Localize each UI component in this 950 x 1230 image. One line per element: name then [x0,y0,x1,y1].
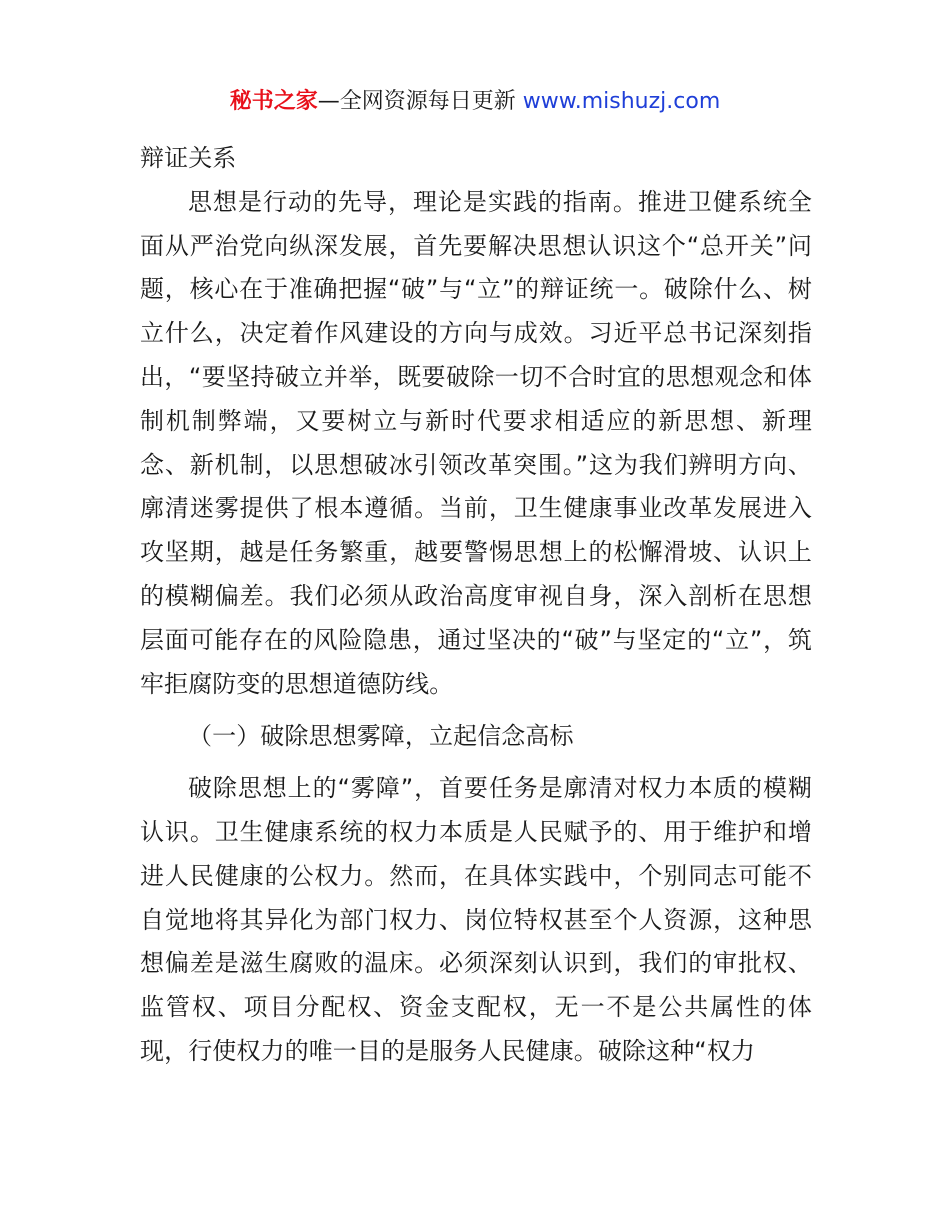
section-heading-fragment: 辩证关系 [140,144,237,172]
document-body [140,137,812,1074]
subsection-heading: （一）破除思想雾障，立起信念高标 [188,721,574,750]
page-header [0,86,950,118]
brand-name: 秘书之家 [229,89,318,114]
site-url: www.mishuzj.com [522,89,721,114]
header-tagline: —全网资源每日更新 [317,89,523,114]
paragraph-intro: 思想是行动的先导，理论是实践的指南。推进卫健系统全面从严治党向纵深发展，首先要解决思想认识这个“总开关”问题，核心在于准确把握“破”与“立”的辩证统一。破除什么、树立什么，决定着作风建设的方向与成效。习近平总书记深刻指出，“要坚持破立并举，既要破除一切不合时宜的思想观念和体制机制弊端，又要树立与新时代要求相适应的新思想、新理念、新机制，以思想破冰引领改革突围。”这为我们辨明方向、廓清迷雾提供了根本遵循。当前，卫生健康事业改革发展进入攻坚期，越是任务繁重，越要警惕思想上的松懈滑坡、认识上的模糊偏差。我们必须从政治高度审视自身，深入剖析在思想层面可能存在的风险隐患，通过坚决的“破”与坚定的“立”，筑牢拒腐防变的思想道德防线。 [140,187,812,698]
paragraph-power-essence: 破除思想上的“雾障”，首要任务是廓清对权力本质的模糊认识。卫生健康系统的权力本质是人民赋予的、用于维护和增进人民健康的公权力。然而，在具体实践中，个别同志可能不自觉地将其异化为部门权力、岗位特权甚至个人资源，这种思想偏差是滋生腐败的温床。必须深刻认识到，我们的审批权、监管权、项目分配权、资金支配权，无一不是公共属性的体现，行使权力的唯一目的是服务人民健康。破除这种“权力 [140,774,812,1065]
